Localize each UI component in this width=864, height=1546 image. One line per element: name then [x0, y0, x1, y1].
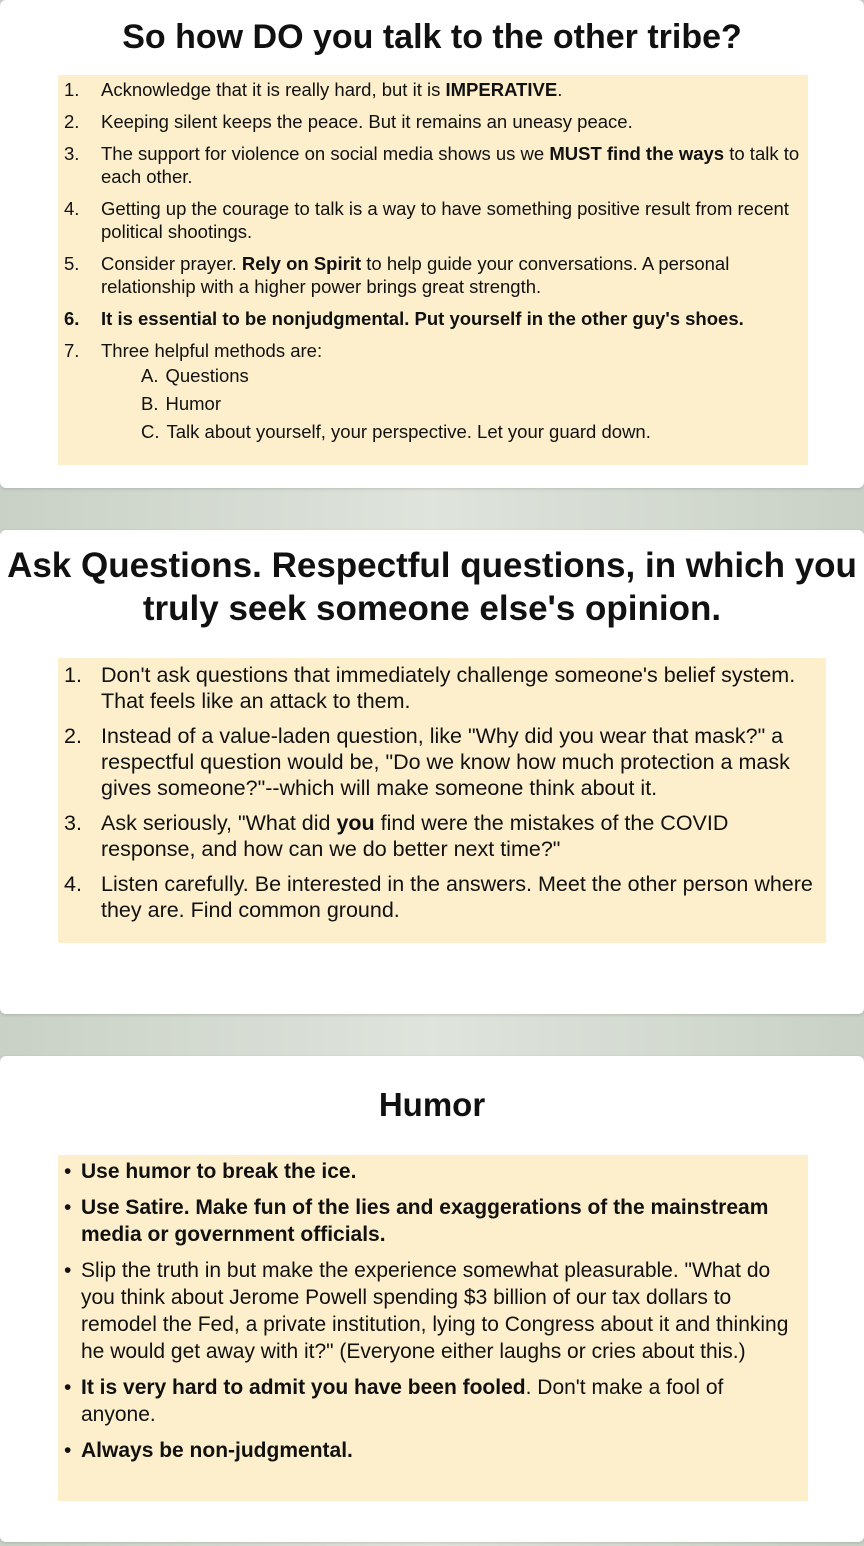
bold-text: MUST find the ways [549, 143, 725, 164]
text-segment: The support for violence on social media shows us we [101, 143, 550, 164]
sub-item-letter: C. [141, 421, 160, 442]
item-number: 2. [64, 111, 80, 132]
list-item [58, 78, 808, 101]
list-item [58, 810, 826, 862]
item-number: 3. [64, 811, 82, 835]
text-segment: Acknowledge that it is really hard, but it is [101, 79, 446, 100]
text-segment: Don't ask questions that immediately challenge someone's belief system. That feels like an attack to them. [101, 663, 796, 713]
bullet-text [81, 1437, 798, 1464]
list-item [58, 252, 808, 298]
bold-text: Always be non-judgmental. [81, 1439, 353, 1462]
bullet-item [58, 1158, 808, 1185]
list-item [58, 197, 808, 243]
bold-text: you [336, 811, 375, 835]
content-box [58, 75, 808, 465]
bullet-list [58, 1158, 808, 1464]
list-item [58, 142, 808, 188]
bullet-item [58, 1194, 808, 1248]
numbered-list [58, 78, 808, 443]
list-item [58, 662, 826, 714]
text-segment: Ask seriously, "What did [101, 811, 337, 835]
bullet-text [81, 1158, 798, 1185]
bold-text: Use humor to break the ice. [81, 1160, 357, 1183]
text-segment: find were the mistakes of the COVID response, and how can we do better next time?" [101, 811, 729, 861]
item-number: 7. [64, 340, 80, 361]
item-number: 6. [64, 308, 80, 329]
item-number: 4. [64, 872, 82, 896]
sub-list-item [141, 364, 808, 387]
list-item [58, 871, 826, 923]
sub-item-letter: B. [141, 393, 159, 414]
bullet-text [81, 1257, 798, 1365]
sub-item-text: Talk about yourself, your perspective. Let your guard down. [166, 421, 651, 442]
bold-text: Rely on Spirit [241, 253, 362, 274]
text-segment: Slip the truth in but make the experience somewhat pleasurable. "What do you think about Jerome Powell spending $3 billion of our tax dollars to remodel the Fed, a private institution, lying to Congress about it and thinking he would get away with it?" (Everyone either laughs or cries about this.) [81, 1259, 789, 1363]
content-box [58, 1155, 808, 1501]
text-segment: Listen carefully. Be interested in the answers. Meet the other person where they are. Find common ground. [101, 872, 813, 922]
slide-humor [0, 1056, 864, 1542]
text-segment: Keeping silent keeps the peace. But it remains an uneasy peace. [101, 111, 633, 132]
bullet-icon: • [64, 1259, 72, 1282]
bullet-item [58, 1257, 808, 1365]
list-item [58, 110, 808, 133]
item-number: 3. [64, 143, 80, 164]
list-item [58, 307, 808, 330]
text-segment: Consider prayer. [101, 253, 242, 274]
sub-item-text: Questions [165, 365, 249, 386]
slide-title: Ask Questions. Respectful questions, in which you truly seek someone else's opinion. [7, 546, 857, 628]
numbered-list [58, 662, 826, 923]
bullet-text [81, 1374, 798, 1428]
sub-list [101, 364, 808, 443]
text-segment: Getting up the courage to talk is a way to have something positive result from recent political shootings. [101, 198, 789, 242]
slide-ask-questions [0, 530, 864, 1014]
bullet-icon: • [64, 1439, 72, 1462]
content-box [58, 658, 826, 943]
bold-text: It is very hard to admit you have been fooled [81, 1376, 526, 1399]
list-item [58, 723, 826, 801]
bullet-item [58, 1437, 808, 1464]
slide-other-tribe [0, 0, 864, 488]
sub-list-item [141, 392, 808, 415]
slide-title: Humor [378, 1086, 486, 1123]
sub-list-item [141, 420, 808, 443]
bold-text: IMPERATIVE [445, 79, 558, 100]
text-segment: to help guide your conversations. A personal relationship with a higher power brings great strength. [101, 253, 730, 297]
item-number: 5. [64, 253, 80, 274]
text-segment: . [557, 79, 563, 100]
bold-text: Use Satire. Make fun of the lies and exaggerations of the mainstream media or government officials. [81, 1196, 769, 1246]
sub-item-text: Humor [165, 393, 221, 414]
bullet-icon: • [64, 1196, 72, 1219]
bullet-item [58, 1374, 808, 1428]
bullet-icon: • [64, 1160, 72, 1183]
item-number: 4. [64, 198, 80, 219]
bold-text: It is essential to be nonjudgmental. Put yourself in the other guy's shoes. [101, 308, 744, 329]
text-segment: . Don't make a fool of anyone. [81, 1376, 724, 1426]
item-number: 1. [64, 663, 82, 687]
slide-title: So how DO you talk to the other tribe? [122, 18, 742, 56]
text-segment: Instead of a value-laden question, like "Why did you wear that mask?" a respectful question would be, "Do we know how much protection a mask gives someone?"--which will make someone think about it. [101, 724, 790, 800]
item-number: 2. [64, 724, 82, 748]
item-number: 1. [64, 79, 80, 100]
bullet-icon: • [64, 1376, 72, 1399]
bullet-text [81, 1194, 798, 1248]
sub-item-letter: A. [141, 365, 159, 386]
text-segment: to talk to each other. [101, 143, 800, 187]
text-segment: Three helpful methods are: [101, 340, 323, 361]
list-item [58, 339, 808, 443]
